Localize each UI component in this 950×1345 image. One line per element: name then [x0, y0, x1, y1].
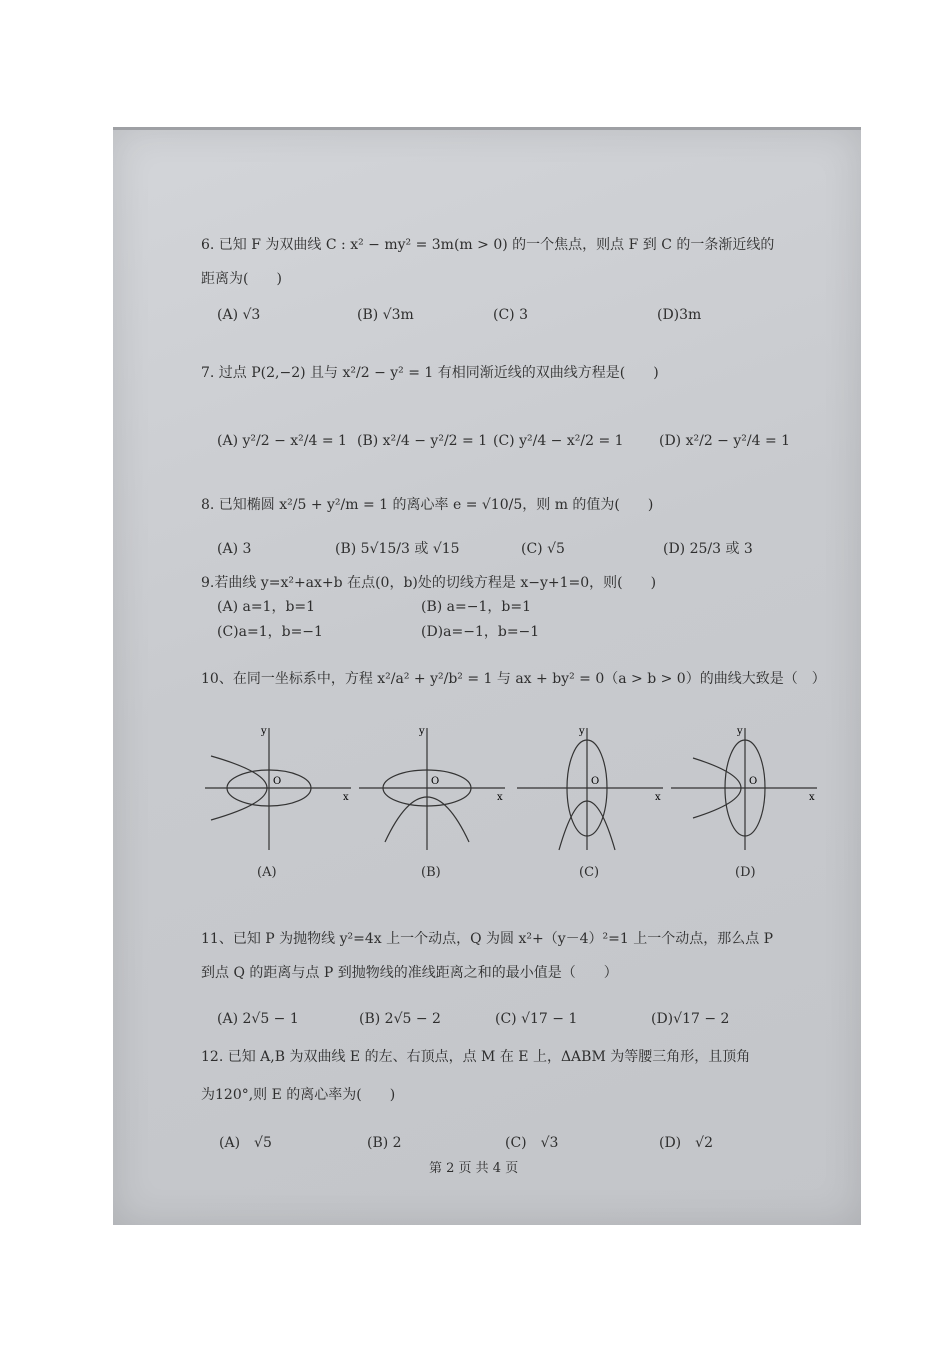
y-axis-label: y: [579, 726, 585, 737]
y-axis-label: y: [737, 726, 743, 737]
q12-option-b: (B) 2: [367, 1135, 402, 1151]
q11-option-d: (D)√17 − 2: [651, 1011, 730, 1027]
q7-option-a: (A) y²/2 − x²/4 = 1: [217, 433, 347, 449]
q7-option-b: (B) x²/4 − y²/2 = 1: [357, 433, 488, 449]
q12-option-a: (A) √5: [219, 1135, 272, 1151]
y-axis-label: y: [419, 726, 425, 737]
q7-option-d: (D) x²/2 − y²/4 = 1: [659, 433, 791, 449]
q11-option-a: (A) 2√5 − 1: [217, 1011, 299, 1027]
q10-figure-a: [203, 722, 355, 852]
x-axis-label: x: [655, 792, 661, 803]
q11-stem-line2: 到点 Q 的距离与点 P 到抛物线的准线距离之和的最小值是（ ）: [201, 965, 618, 981]
q6-stem-line2: 距离为( ): [201, 271, 282, 287]
paper-edge: [113, 127, 861, 130]
y-axis-label: y: [261, 726, 267, 737]
q6-option-a: (A) √3: [217, 307, 261, 323]
origin-label: O: [273, 776, 282, 787]
q7-stem-line1: 7. 过点 P(2,−2) 且与 x²/2 − y² = 1 有相同渐近线的双曲线方程是( ): [201, 365, 659, 381]
x-axis-label: x: [343, 792, 349, 803]
q9-option-a: (A) a=1，b=1: [217, 599, 316, 615]
q11-stem-line1: 11、已知 P 为抛物线 y²=4x 上一个动点，Q 为圆 x²+（y－4）²=1 上一个动点，那么点 P: [201, 931, 774, 947]
q10-figure-c: [515, 722, 667, 852]
origin-label: O: [749, 776, 758, 787]
origin-label: O: [591, 776, 600, 787]
q10-label-a: (A): [257, 865, 277, 880]
q6-option-d: (D)3m: [657, 307, 702, 323]
q8-stem-line1: 8. 已知椭圆 x²/5 + y²/m = 1 的离心率 e = √10/5，则 m 的值为( ): [201, 497, 654, 513]
q10-figure-d: [669, 722, 821, 852]
q12-option-c: (C) √3: [505, 1135, 559, 1151]
q9-option-b: (B) a=−1，b=1: [421, 599, 531, 615]
exam-paper: [113, 127, 861, 1225]
q7-option-c: (C) y²/4 − x²/2 = 1: [493, 433, 624, 449]
x-axis-label: x: [809, 792, 815, 803]
q9-option-d: (D)a=−1，b=−1: [421, 624, 540, 640]
page-footer: 第 2 页 共 4 页: [429, 1161, 519, 1176]
q8-option-b: (B) 5√15/3 或 √15: [335, 541, 460, 557]
q10-figure-b: [357, 722, 509, 852]
q9-option-c: (C)a=1，b=−1: [217, 624, 323, 640]
q11-option-b: (B) 2√5 − 2: [359, 1011, 441, 1027]
q9-stem-line1: 9.若曲线 y=x²+ax+b 在点(0，b)处的切线方程是 x−y+1=0，则( ): [201, 575, 657, 591]
q8-option-d: (D) 25/3 或 3: [663, 541, 753, 557]
q6-stem-line1: 6. 已知 F 为双曲线 C : x² − my² = 3m(m > 0) 的一个焦点，则点 F 到 C 的一条渐近线的: [201, 237, 775, 253]
x-axis-label: x: [497, 792, 503, 803]
q8-option-a: (A) 3: [217, 541, 252, 557]
q8-option-c: (C) √5: [521, 541, 565, 557]
q10-label-c: (C): [579, 865, 600, 880]
origin-label: O: [431, 776, 440, 787]
q6-option-c: (C) 3: [493, 307, 528, 323]
q10-label-d: (D): [735, 865, 756, 880]
q6-option-b: (B) √3m: [357, 307, 414, 323]
q12-stem-line2: 为120°,则 E 的离心率为( ): [201, 1087, 396, 1103]
q10-stem-line1: 10、在同一坐标系中，方程 x²/a² + y²/b² = 1 与 ax + by² = 0（a > b > 0）的曲线大致是（ ）: [201, 671, 826, 687]
q12-stem-line1: 12. 已知 A,B 为双曲线 E 的左、右顶点，点 M 在 E 上，ΔABM 为等腰三角形，且顶角: [201, 1049, 751, 1065]
q10-label-b: (B): [421, 865, 441, 880]
q12-option-d: (D) √2: [659, 1135, 713, 1151]
q11-option-c: (C) √17 − 1: [495, 1011, 578, 1027]
